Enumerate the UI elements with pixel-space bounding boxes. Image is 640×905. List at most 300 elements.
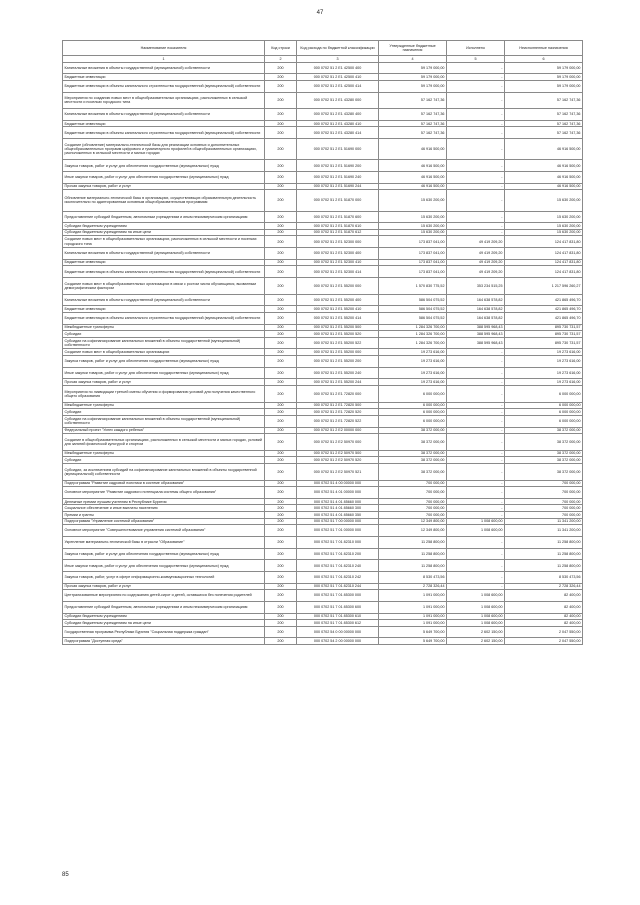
row-code: 200 — [265, 109, 297, 121]
row-unexecuted: 6 000 000,00 — [505, 415, 583, 427]
row-name: Субсидии — [63, 409, 265, 416]
table-row — [63, 638, 583, 645]
row-approved: 2 728 326,44 — [379, 583, 447, 590]
row-name: Межбюджетные трансферты — [63, 450, 265, 457]
row-kbk: 000 0702 51 2 Е1 51870 600 — [297, 211, 379, 223]
row-executed: - — [447, 434, 505, 451]
table-row — [63, 349, 583, 356]
row-code: 200 — [265, 402, 297, 409]
row-code: 200 — [265, 505, 297, 512]
row-unexecuted: 700 000,00 — [505, 487, 583, 499]
row-executed: - — [447, 74, 505, 81]
row-kbk: 000 0702 51 2 Е1 42500 410 — [297, 74, 379, 81]
table-row — [63, 626, 583, 638]
row-executed: 388 595 968,43 — [447, 324, 505, 331]
table-row — [63, 324, 583, 331]
row-unexecuted: 6 000 000,00 — [505, 386, 583, 403]
row-unexecuted: 59 179 000,00 — [505, 80, 583, 92]
row-name: Государственная программа Республики Бурятия "Социальная поддержка граждан" — [63, 626, 265, 638]
row-code: 200 — [265, 277, 297, 294]
row-name: Закупка товаров, работ, услуг в сфере информационно-коммуникационных технологий — [63, 571, 265, 583]
table-row — [63, 613, 583, 620]
row-executed: - — [447, 229, 505, 236]
row-code: 200 — [265, 638, 297, 645]
row-code: 200 — [265, 306, 297, 313]
row-code: 200 — [265, 525, 297, 537]
row-code: 200 — [265, 74, 297, 81]
row-executed: 164 638 578,82 — [447, 294, 505, 306]
row-unexecuted: 895 730 731,57 — [505, 331, 583, 338]
row-unexecuted: 700 000,00 — [505, 505, 583, 512]
row-code: 200 — [265, 498, 297, 505]
row-approved: 15 630 200,00 — [379, 211, 447, 223]
row-code: 200 — [265, 337, 297, 349]
row-unexecuted: 1 217 596 260,27 — [505, 277, 583, 294]
row-kbk: 000 0702 51 2 Е1 51690 240 — [297, 172, 379, 184]
row-executed: 49 419 209,20 — [447, 266, 505, 278]
row-name: Субсидии бюджетным учреждениям на иные цели — [63, 229, 265, 236]
row-approved: 59 179 000,00 — [379, 62, 447, 74]
row-name: Создание новых мест в общеобразовательных организациях — [63, 349, 265, 356]
row-name: Капитальные вложения в объекты государственной (муниципальной) собственности — [63, 294, 265, 306]
table-row — [63, 427, 583, 434]
row-executed: - — [447, 120, 505, 127]
row-name: Субсидии — [63, 331, 265, 338]
row-approved: 1 091 000,00 — [379, 601, 447, 613]
row-approved: 38 372 000,00 — [379, 463, 447, 480]
row-name: Денежные премии лучшим учителям в Республике Бурятия — [63, 498, 265, 505]
table-row — [63, 450, 583, 457]
table-row — [63, 525, 583, 537]
row-unexecuted: 11 341 200,00 — [505, 525, 583, 537]
row-kbk: 000 0702 51 2 Е1 52300 400 — [297, 248, 379, 260]
row-kbk: 000 0702 51 2 Е1 72820 520 — [297, 409, 379, 416]
row-code: 200 — [265, 331, 297, 338]
row-unexecuted: 6 000 000,00 — [505, 409, 583, 416]
row-executed: 1 008 600,00 — [447, 601, 505, 613]
row-name: Предоставление субсидий бюджетным, автономным учреждениям и иным некоммерческим организациям — [63, 211, 265, 223]
row-kbk: 000 0702 51 2 Е2 50970 000 — [297, 434, 379, 451]
row-approved: 586 504 075,52 — [379, 294, 447, 306]
row-executed: - — [447, 92, 505, 109]
table-row — [63, 248, 583, 260]
row-code: 200 — [265, 450, 297, 457]
row-unexecuted: 2 047 550,00 — [505, 626, 583, 638]
row-executed: - — [447, 172, 505, 184]
row-name: Субсидии на софинансирование капитальных вложений в объекты государственной (муниципальной) собственности — [63, 337, 265, 349]
row-name: Бюджетные инвестиции — [63, 120, 265, 127]
table-row — [63, 190, 583, 211]
column-index: 1 — [63, 56, 265, 62]
row-unexecuted: 700 000,00 — [505, 480, 583, 487]
row-code: 200 — [265, 463, 297, 480]
row-name: Субсидии, за исключением субсидий на софинансирование капитальных вложений в объекты государственной (муниципальной) собственности — [63, 463, 265, 480]
row-unexecuted: 57 162 747,36 — [505, 120, 583, 127]
row-name: Капитальные вложения в объекты государственной (муниципальной) собственности — [63, 248, 265, 260]
table-row — [63, 92, 583, 109]
row-unexecuted: 38 372 000,00 — [505, 427, 583, 434]
page-number-top: 47 — [316, 10, 324, 16]
row-unexecuted: 57 162 747,36 — [505, 109, 583, 121]
table-row — [63, 127, 583, 139]
row-name: Премии и гранты — [63, 512, 265, 519]
row-kbk: 000 0702 51 7 01 00000 000 — [297, 525, 379, 537]
row-code: 200 — [265, 518, 297, 525]
row-executed: - — [447, 349, 505, 356]
table-row — [63, 266, 583, 278]
row-kbk: 000 0702 51 4 01 00000 000 — [297, 487, 379, 499]
row-name: Закупка товаров, работ и услуг для обеспечения государственных (муниципальных) нужд — [63, 356, 265, 368]
row-executed: - — [447, 211, 505, 223]
row-code: 200 — [265, 236, 297, 248]
row-unexecuted: 19 273 616,00 — [505, 349, 583, 356]
table-row — [63, 356, 583, 368]
row-kbk: 000 0702 51 2 Е1 42500 414 — [297, 80, 379, 92]
table-row — [63, 434, 583, 451]
table-row — [63, 601, 583, 613]
row-code: 200 — [265, 92, 297, 109]
row-name: Бюджетные инвестиции — [63, 306, 265, 313]
column-index: 2 — [265, 56, 297, 62]
row-name: Субсидии на софинансирование капитальных вложений в объекты государственной (муниципальной) собственности — [63, 415, 265, 427]
row-approved: 1 284 326 700,00 — [379, 331, 447, 338]
row-unexecuted: 57 162 747,36 — [505, 127, 583, 139]
row-name: Подпрограмма "Управление системой образования" — [63, 518, 265, 525]
row-approved: 57 162 747,36 — [379, 92, 447, 109]
row-code: 200 — [265, 379, 297, 386]
row-kbk: 000 0702 51 2 Е1 55200 400 — [297, 294, 379, 306]
row-executed: - — [447, 80, 505, 92]
row-kbk: 000 0702 51 2 Е1 55200 520 — [297, 331, 379, 338]
table-body — [63, 62, 583, 644]
row-kbk: 000 0702 51 2 Е1 72820 000 — [297, 386, 379, 403]
row-kbk: 000 0702 51 2 Е1 52300 414 — [297, 266, 379, 278]
row-unexecuted: 421 865 496,70 — [505, 312, 583, 324]
row-unexecuted: 11 258 800,00 — [505, 560, 583, 572]
table-row — [63, 306, 583, 313]
row-executed: - — [447, 498, 505, 505]
row-code: 200 — [265, 560, 297, 572]
row-name: Федеральный проект "Успех каждого ребенка" — [63, 427, 265, 434]
row-kbk: 000 0702 51 4 01 85660 350 — [297, 512, 379, 519]
row-kbk: 000 0702 51 7 00 00000 000 — [297, 518, 379, 525]
row-code: 200 — [265, 601, 297, 613]
row-approved: 38 372 000,00 — [379, 450, 447, 457]
row-unexecuted: 2 047 550,00 — [505, 638, 583, 645]
table-row — [63, 571, 583, 583]
row-approved: 1 284 326 700,00 — [379, 324, 447, 331]
row-unexecuted: 2 728 326,44 — [505, 583, 583, 590]
row-code: 200 — [265, 160, 297, 172]
row-approved: 700 000,00 — [379, 487, 447, 499]
table-row — [63, 512, 583, 519]
column-index: 6 — [505, 56, 583, 62]
row-code: 200 — [265, 434, 297, 451]
header-unexecuted: Неисполненные назначения — [505, 41, 583, 56]
row-approved: 15 630 200,00 — [379, 190, 447, 211]
table-row — [63, 74, 583, 81]
row-unexecuted: 15 630 200,00 — [505, 223, 583, 230]
row-approved: 46 916 500,00 — [379, 183, 447, 190]
page-number-bottom: 85 — [62, 872, 69, 878]
row-name: Иные закупки товаров, работ и услуг для обеспечения государственных (муниципальных) нужд — [63, 367, 265, 379]
row-name: Прочая закупка товаров, работ и услуг — [63, 583, 265, 590]
row-executed: - — [447, 190, 505, 211]
row-unexecuted: 82 400,00 — [505, 620, 583, 627]
row-name: Основное мероприятие "Совершенствование управления системой образования" — [63, 525, 265, 537]
row-code: 200 — [265, 324, 297, 331]
row-unexecuted: 38 372 000,00 — [505, 434, 583, 451]
row-code: 200 — [265, 248, 297, 260]
row-executed: - — [447, 505, 505, 512]
row-name: Обновление материально-технической базы в организациях, осуществляющих образовательную деятельность исключительно по адаптированным основным общеобразовательным программам — [63, 190, 265, 211]
row-executed: 1 008 600,00 — [447, 620, 505, 627]
row-kbk: 000 0702 51 2 Е1 52300 410 — [297, 259, 379, 266]
row-kbk: 000 0702 51 2 Е1 55200 410 — [297, 306, 379, 313]
table-row — [63, 62, 583, 74]
row-unexecuted: 895 730 731,57 — [505, 337, 583, 349]
row-executed: - — [447, 139, 505, 160]
row-kbk: 000 0702 51 2 Е1 51690 244 — [297, 183, 379, 190]
row-code: 200 — [265, 590, 297, 602]
row-approved: 46 916 500,00 — [379, 172, 447, 184]
row-executed: - — [447, 160, 505, 172]
row-code: 200 — [265, 312, 297, 324]
row-code: 200 — [265, 190, 297, 211]
table-row — [63, 337, 583, 349]
row-approved: 173 837 041,00 — [379, 248, 447, 260]
row-name: Подпрограмма "Доступная среда" — [63, 638, 265, 645]
table-row — [63, 229, 583, 236]
row-name: Централизованные мероприятия по содержанию детей-сирот и детей, оставшихся без попечения родителей — [63, 590, 265, 602]
row-approved: 19 273 616,00 — [379, 349, 447, 356]
row-unexecuted: 59 179 000,00 — [505, 62, 583, 74]
row-approved: 6 000 000,00 — [379, 386, 447, 403]
row-executed: - — [447, 379, 505, 386]
row-unexecuted: 15 630 200,00 — [505, 190, 583, 211]
table-row — [63, 386, 583, 403]
column-index: 4 — [379, 56, 447, 62]
row-approved: 700 000,00 — [379, 505, 447, 512]
row-name: Бюджетные инвестиции — [63, 74, 265, 81]
row-unexecuted: 11 258 800,00 — [505, 536, 583, 548]
row-code: 200 — [265, 620, 297, 627]
row-code: 200 — [265, 120, 297, 127]
row-unexecuted: 15 630 200,00 — [505, 229, 583, 236]
row-name: Капитальные вложения в объекты государственной (муниципальной) собственности — [63, 109, 265, 121]
row-code: 200 — [265, 259, 297, 266]
row-approved: 38 372 000,00 — [379, 427, 447, 434]
row-kbk: 000 0702 51 2 Е1 55200 000 — [297, 349, 379, 356]
row-executed: - — [447, 463, 505, 480]
row-kbk: 000 0702 51 7 01 85300 612 — [297, 620, 379, 627]
row-name: Предоставление субсидий бюджетным, автономным учреждениям и иным некоммерческим организациям — [63, 601, 265, 613]
row-name: Создание новых мест в общеобразовательных организациях, расположенных в сельской местности и поселках городского типа — [63, 236, 265, 248]
row-kbk: 000 0702 51 2 Е1 55200 000 — [297, 277, 379, 294]
table-row — [63, 409, 583, 416]
row-executed: - — [447, 409, 505, 416]
row-executed: - — [447, 402, 505, 409]
row-unexecuted: 46 916 500,00 — [505, 172, 583, 184]
row-code: 200 — [265, 349, 297, 356]
row-unexecuted: 700 000,00 — [505, 498, 583, 505]
row-approved: 1 091 000,00 — [379, 620, 447, 627]
row-approved: 12 349 800,00 — [379, 518, 447, 525]
table-row — [63, 480, 583, 487]
row-executed: - — [447, 571, 505, 583]
row-executed: - — [447, 512, 505, 519]
row-unexecuted: 46 916 500,00 — [505, 139, 583, 160]
row-kbk: 000 0702 51 4 00 00000 000 — [297, 480, 379, 487]
row-executed: 353 234 515,25 — [447, 277, 505, 294]
row-name: Закупка товаров, работ и услуг для обеспечения государственных (муниципальных) нужд — [63, 160, 265, 172]
header-name: Наименование показателя — [63, 41, 265, 56]
row-executed: 49 419 209,20 — [447, 248, 505, 260]
table-row — [63, 312, 583, 324]
row-kbk: 000 0702 51 7 01 82310 000 — [297, 536, 379, 548]
row-kbk: 000 0702 51 2 Е1 51870 610 — [297, 223, 379, 230]
row-executed: 388 595 968,43 — [447, 337, 505, 349]
table-row — [63, 583, 583, 590]
row-kbk: 000 0702 51 2 Е1 72820 500 — [297, 402, 379, 409]
row-name: Создание новых мест в общеобразовательных организациях в связи с ростом числа обучающихся, вызванным демографическим фактором — [63, 277, 265, 294]
row-executed: 1 008 600,00 — [447, 613, 505, 620]
row-approved: 57 162 747,36 — [379, 109, 447, 121]
row-executed: - — [447, 223, 505, 230]
row-executed: - — [447, 480, 505, 487]
row-unexecuted: 124 417 831,80 — [505, 266, 583, 278]
row-kbk: 000 0702 51 2 Е2 50970 520 — [297, 457, 379, 464]
row-executed: - — [447, 109, 505, 121]
row-kbk: 000 0702 51 7 01 82310 244 — [297, 583, 379, 590]
row-unexecuted: 8 530 473,56 — [505, 571, 583, 583]
row-kbk: 000 0702 51 2 Е1 51690 200 — [297, 160, 379, 172]
table-row — [63, 120, 583, 127]
row-executed: 1 008 600,00 — [447, 518, 505, 525]
row-approved: 11 258 800,00 — [379, 548, 447, 560]
row-code: 200 — [265, 427, 297, 434]
row-kbk: 000 0702 51 2 Е1 55200 240 — [297, 367, 379, 379]
row-name: Социальное обеспечение и иные выплаты населению — [63, 505, 265, 512]
row-executed: - — [447, 62, 505, 74]
row-kbk: 000 0702 51 2 Е1 43280 414 — [297, 127, 379, 139]
table-row — [63, 487, 583, 499]
row-unexecuted: 19 273 616,00 — [505, 356, 583, 368]
row-unexecuted: 46 916 500,00 — [505, 160, 583, 172]
row-kbk: 000 0702 51 2 Е1 51870 612 — [297, 229, 379, 236]
row-unexecuted: 6 000 000,00 — [505, 402, 583, 409]
row-executed: - — [447, 548, 505, 560]
row-kbk: 000 0702 51 2 Е2 50970 500 — [297, 450, 379, 457]
row-code: 200 — [265, 356, 297, 368]
row-name: Бюджетные инвестиции — [63, 259, 265, 266]
row-kbk: 000 0702 51 7 01 82310 242 — [297, 571, 379, 583]
row-name: Субсидии — [63, 457, 265, 464]
row-approved: 15 630 200,00 — [379, 229, 447, 236]
row-executed: - — [447, 583, 505, 590]
row-executed: - — [447, 536, 505, 548]
row-approved: 1 284 326 700,00 — [379, 337, 447, 349]
row-approved: 19 273 616,00 — [379, 356, 447, 368]
row-name: Закупка товаров, работ и услуг для обеспечения государственных (муниципальных) нужд — [63, 548, 265, 560]
table-row — [63, 172, 583, 184]
row-executed: - — [447, 560, 505, 572]
row-name: Создание (обновление) материально-технической базы для реализации основных и дополнительных общеобразовательных программ цифрового и гуманитарного профилей в общеобразовательных организациях, расположенных в сельской местности и малых городах — [63, 139, 265, 160]
row-approved: 57 162 747,36 — [379, 120, 447, 127]
table-row — [63, 457, 583, 464]
row-code: 200 — [265, 487, 297, 499]
row-approved: 6 000 000,00 — [379, 415, 447, 427]
row-code: 200 — [265, 62, 297, 74]
row-kbk: 000 0702 51 2 Е1 43280 000 — [297, 92, 379, 109]
row-approved: 38 372 000,00 — [379, 457, 447, 464]
table-row — [63, 505, 583, 512]
row-name: Межбюджетные трансферты — [63, 324, 265, 331]
row-unexecuted: 38 372 000,00 — [505, 463, 583, 480]
row-code: 200 — [265, 172, 297, 184]
row-unexecuted: 46 916 500,00 — [505, 183, 583, 190]
row-code: 200 — [265, 480, 297, 487]
row-name: Субсидии бюджетным учреждениям — [63, 223, 265, 230]
table-row — [63, 463, 583, 480]
row-name: Иные закупки товаров, работ и услуг для обеспечения государственных (муниципальных) нужд — [63, 560, 265, 572]
row-approved: 1 570 830 775,52 — [379, 277, 447, 294]
row-executed: - — [447, 386, 505, 403]
row-name: Создание в общеобразовательных организациях, расположенных в сельской местности и малых городах, условий для занятий физической культурой и спортом — [63, 434, 265, 451]
row-unexecuted: 895 730 731,57 — [505, 324, 583, 331]
row-kbk: 000 0702 54 0 00 00000 000 — [297, 626, 379, 638]
row-unexecuted: 124 417 831,80 — [505, 248, 583, 260]
row-executed: - — [447, 183, 505, 190]
row-executed: - — [447, 127, 505, 139]
row-executed: 49 419 209,20 — [447, 259, 505, 266]
row-name: Межбюджетные трансферты — [63, 402, 265, 409]
row-unexecuted: 124 417 831,80 — [505, 259, 583, 266]
row-approved: 173 837 041,00 — [379, 266, 447, 278]
row-unexecuted: 124 417 831,80 — [505, 236, 583, 248]
table-row — [63, 379, 583, 386]
table-row — [63, 402, 583, 409]
table-row — [63, 223, 583, 230]
row-kbk: 000 0702 54 2 00 00000 000 — [297, 638, 379, 645]
row-executed: 49 419 209,20 — [447, 236, 505, 248]
header-row-code: Код строки — [265, 41, 297, 56]
row-kbk: 000 0702 51 2 Е1 42500 400 — [297, 62, 379, 74]
row-kbk: 000 0702 51 4 01 85660 000 — [297, 498, 379, 505]
table-row — [63, 277, 583, 294]
row-executed: - — [447, 427, 505, 434]
row-code: 200 — [265, 367, 297, 379]
row-approved: 19 273 616,00 — [379, 379, 447, 386]
table-row — [63, 160, 583, 172]
row-kbk: 000 0702 51 7 01 85300 600 — [297, 601, 379, 613]
table-row — [63, 331, 583, 338]
table-row — [63, 536, 583, 548]
table-row — [63, 139, 583, 160]
table-row — [63, 259, 583, 266]
row-code: 200 — [265, 183, 297, 190]
row-unexecuted: 11 341 200,00 — [505, 518, 583, 525]
row-executed: - — [447, 487, 505, 499]
row-code: 200 — [265, 409, 297, 416]
row-code: 200 — [265, 415, 297, 427]
row-code: 200 — [265, 80, 297, 92]
table-row — [63, 560, 583, 572]
row-executed: - — [447, 415, 505, 427]
table-row — [63, 590, 583, 602]
row-executed: - — [447, 457, 505, 464]
row-executed: 1 008 600,00 — [447, 525, 505, 537]
